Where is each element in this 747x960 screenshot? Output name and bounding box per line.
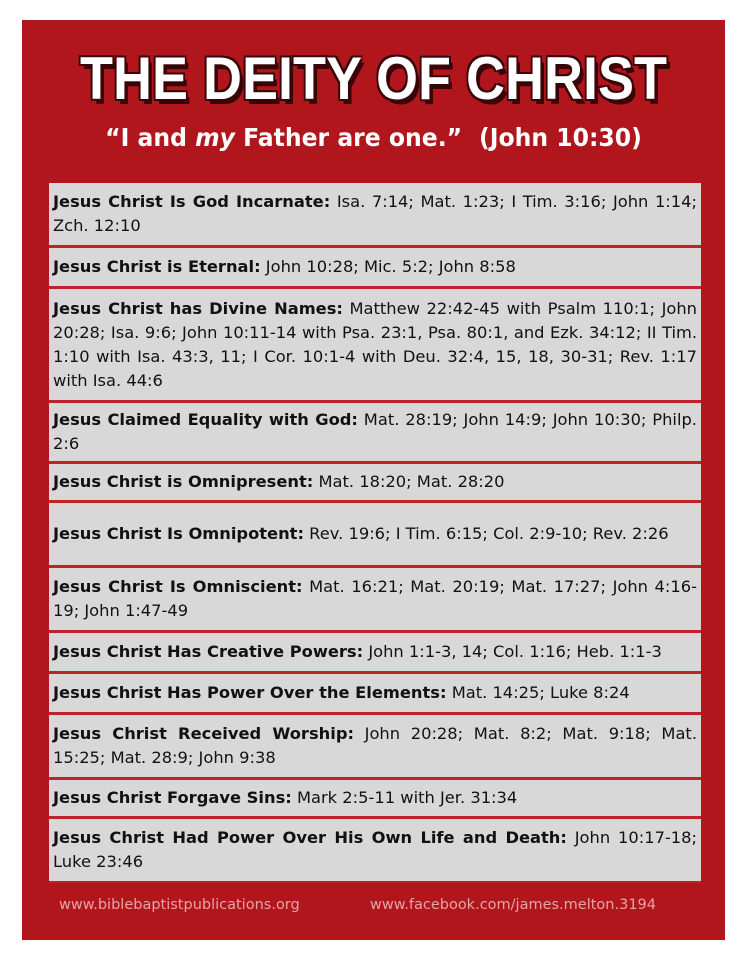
list-item — [49, 503, 701, 565]
quote-close: Father are one.” — [234, 123, 463, 152]
page-title: THE DEITY OF CHRIST — [79, 45, 668, 112]
item-label: Jesus Christ Forgave Sins: — [53, 788, 292, 807]
footer-facebook-link: www.facebook.com/james.melton.3194 — [370, 897, 656, 913]
list-item — [49, 633, 701, 671]
item-label: Jesus Christ Received Worship: — [53, 724, 354, 743]
list-item — [49, 403, 701, 461]
quote-reference: (John 10:30) — [479, 123, 642, 152]
list-item — [49, 819, 701, 881]
list-item — [49, 568, 701, 630]
item-references: Isa. 7:14; Mat. 1:23; I Tim. 3:16; John 1:14; Zch. 12:10 — [53, 192, 697, 235]
list-item — [49, 183, 701, 245]
item-references: John 20:28; Mat. 8:2; Mat. 9:18; Mat. 15:25; Mat. 28:9; John 9:38 — [53, 724, 697, 767]
item-references: Mat. 14:25; Luke 8:24 — [446, 683, 630, 702]
list-item — [49, 289, 701, 400]
item-label: Jesus Christ Had Power Over His Own Life and Death: — [53, 828, 567, 847]
item-references: Mark 2:5-11 with Jer. 31:34 — [291, 788, 518, 807]
list-item — [49, 464, 701, 500]
item-label: Jesus Christ has Divine Names: — [53, 298, 343, 318]
item-label: Jesus Christ Has Creative Powers: — [53, 642, 364, 661]
item-label: Jesus Christ is Omnipresent: — [53, 472, 314, 491]
subtitle-quote — [43, 120, 704, 156]
list-item — [49, 715, 701, 777]
item-references: John 1:1-3, 14; Col. 1:16; Heb. 1:1-3 — [363, 642, 662, 661]
item-label: Jesus Christ Has Power Over the Elements: — [53, 683, 447, 702]
item-references: Rev. 19:6; I Tim. 6:15; Col. 2:9-10; Rev. 2:26 — [303, 524, 669, 543]
item-references: Mat. 18:20; Mat. 28:20 — [313, 472, 505, 491]
item-references: John 10:28; Mic. 5:2; John 8:58 — [260, 257, 516, 276]
item-label: Jesus Claimed Equality with God: — [53, 410, 358, 429]
list-item — [49, 248, 701, 286]
list-item — [49, 780, 701, 816]
footer-website-link: www.biblebaptistpublications.org — [59, 897, 300, 913]
item-label: Jesus Christ Is God Incarnate: — [53, 192, 331, 211]
item-references: Mat. 16:21; Mat. 20:19; Mat. 17:27; John 4:16-19; John 1:47-49 — [53, 577, 697, 620]
item-label: Jesus Christ Is Omnipotent: — [53, 524, 304, 543]
list-item — [49, 674, 701, 712]
poster — [22, 20, 725, 940]
item-label: Jesus Christ Is Omniscient: — [53, 577, 303, 596]
item-label: Jesus Christ is Eternal: — [53, 257, 261, 276]
item-references: John 10:17-18; Luke 23:46 — [53, 828, 697, 871]
item-references: Mat. 28:19; John 14:9; John 10:30; Philp. 2:6 — [53, 410, 697, 453]
quote-emphasis: my — [195, 123, 235, 152]
item-references: Matthew 22:42-45 with Psalm 110:1; John 20:28; Isa. 9:6; John 10:11-14 with Psa. 23:1, Psa. 80:1, and Ezk. 34:12; II Tim. 1:10 with Isa. 43:3, 11; I Cor. 10:1-4 with Deu. 32:4, 15, 18, 30-31; Rev. 1:17 with Isa. 44:6 — [53, 298, 697, 390]
attributes-list — [49, 183, 701, 883]
quote-open: “I and — [105, 123, 196, 152]
